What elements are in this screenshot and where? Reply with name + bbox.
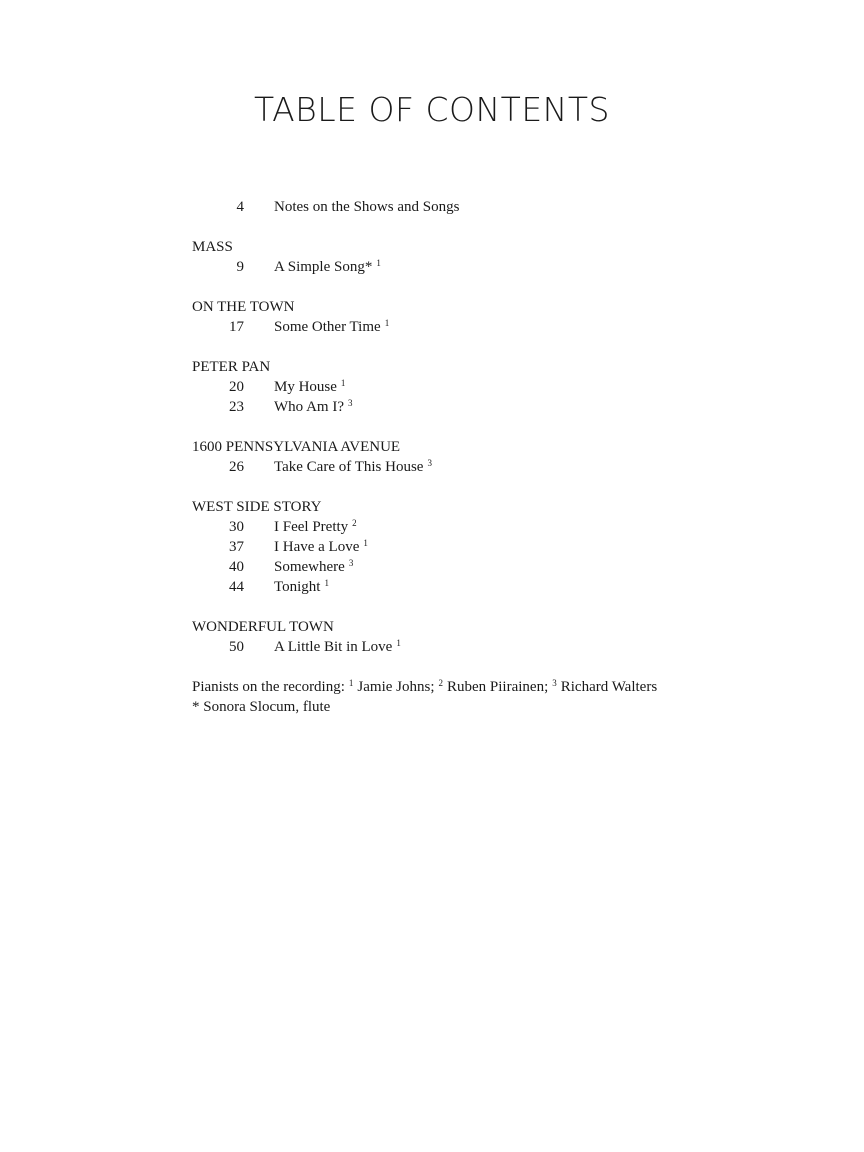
song-title: Tonight: [274, 579, 321, 595]
toc-list: [192, 197, 832, 717]
song-title: Some Other Time: [274, 319, 381, 335]
show-heading: 1600 PENNSYLVANIA AVENUE: [192, 439, 401, 455]
pianist-mark: 3: [347, 398, 353, 408]
pianist-mark: 1: [384, 318, 390, 328]
page-number: 37: [229, 539, 244, 555]
page-number: 20: [229, 379, 244, 395]
toc-entry: [192, 637, 832, 657]
toc-entry: [192, 397, 832, 417]
page-number: 44: [229, 579, 244, 595]
song-title: I Have a Love: [274, 539, 360, 555]
toc-entry: [192, 257, 832, 277]
pianist-mark: 3: [552, 678, 557, 688]
show-heading: ON THE TOWN: [192, 299, 295, 315]
show-heading: MASS: [192, 239, 233, 255]
footnotes: [192, 677, 832, 717]
pianist-name: Ruben Piirainen;: [447, 679, 549, 695]
toc-entry: [192, 457, 832, 477]
toc-entry: [192, 537, 832, 557]
page-number: 30: [229, 519, 244, 535]
flute-note: * Sonora Slocum, flute: [192, 699, 331, 715]
pianists-label: Pianists on the recording:: [192, 679, 345, 695]
pianist-mark: 3: [348, 558, 354, 568]
song-title: Who Am I?: [274, 399, 344, 415]
pianist-mark: 1: [396, 638, 401, 648]
song-title: A Little Bit in Love: [274, 639, 393, 655]
song-title: Take Care of This House: [274, 459, 424, 475]
toc-entry: [192, 517, 832, 537]
pianists-note: [192, 677, 832, 697]
song-title: A Simple Song*: [274, 259, 373, 275]
pianist-mark: 1: [324, 578, 329, 588]
pianist-name: Jamie Johns;: [357, 679, 435, 695]
pianist-mark: 1: [340, 378, 346, 388]
pianist-mark: 1: [376, 258, 381, 268]
page-number: 23: [229, 399, 244, 415]
pianist-mark: 2: [352, 518, 357, 528]
pianist-mark: 1: [363, 538, 368, 548]
song-title: I Feel Pretty: [274, 519, 349, 535]
toc-entry: [192, 317, 832, 337]
toc-entry-intro: [192, 197, 832, 217]
show-heading: WONDERFUL TOWN: [192, 619, 334, 635]
toc-entry: [192, 557, 832, 577]
page-number: 17: [229, 319, 244, 335]
page-number: 9: [236, 259, 244, 275]
page-number: 40: [229, 559, 244, 575]
toc-entry: [192, 577, 832, 597]
song-title: My House: [274, 379, 337, 395]
page-number: 26: [229, 459, 244, 475]
page-number: 4: [236, 199, 244, 215]
pianist-mark: 3: [427, 458, 432, 468]
pianist-mark: 2: [438, 678, 443, 688]
page-number: 50: [229, 639, 244, 655]
song-title: Somewhere: [274, 559, 345, 575]
show-heading: WEST SIDE STORY: [192, 499, 322, 515]
pianist-name: Richard Walters: [560, 679, 658, 695]
toc-entry: [192, 377, 832, 397]
entry-title: Notes on the Shows and Songs: [274, 199, 460, 215]
show-heading: PETER PAN: [192, 359, 271, 375]
pianist-mark: 1: [348, 678, 354, 688]
page-title: TABLE OF CONTENTS: [254, 90, 610, 129]
